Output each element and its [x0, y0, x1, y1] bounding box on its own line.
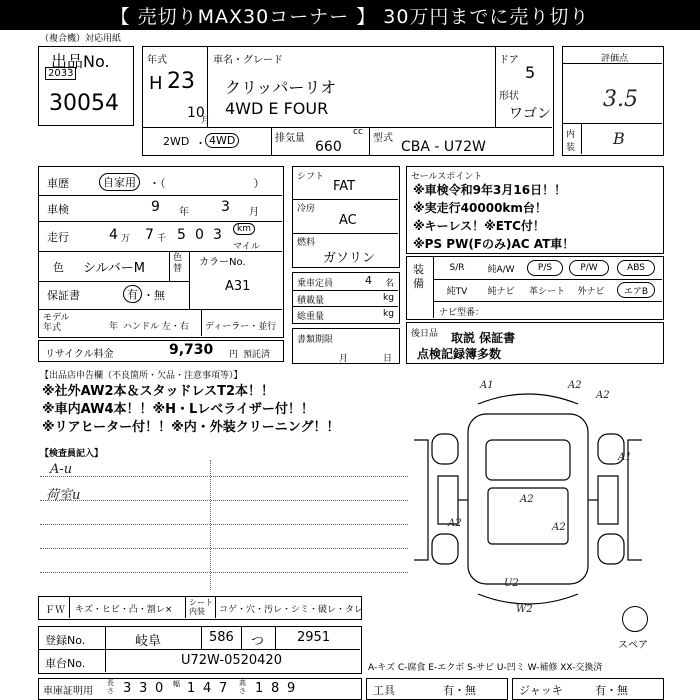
mileage-unit-mile: マイル — [233, 242, 260, 252]
equip-pw: P/W — [569, 260, 609, 276]
auction-banner: 【 売切りMAX30コーナー 】 30万円までに売り切り — [0, 0, 700, 30]
lot-number: 30054 — [49, 91, 119, 116]
equipment-label: 装備 — [413, 263, 424, 290]
year-month-unit: 月 — [201, 116, 211, 126]
paper-note: （複合機）対応用紙 — [40, 34, 122, 44]
interior-value: B — [613, 129, 625, 148]
jack-label: ジャッキ — [519, 684, 563, 697]
registration-kana: つ — [251, 634, 265, 649]
mileage-d3: 5 — [177, 227, 186, 243]
mileage-d2: 7 — [145, 227, 154, 243]
later-items-box — [406, 322, 664, 364]
color-change-label: 色替 — [173, 253, 183, 274]
drive-4wd-circled: 4WD — [205, 133, 239, 148]
capacity-unit: 名 — [385, 279, 395, 289]
spare-tire-icon — [622, 606, 648, 632]
damage-mark-7: A1 — [618, 452, 632, 463]
damage-legend: A-キズ C-腐食 E-エクボ S-サビ U-凹ミ W-補修 XX-交換済 — [368, 663, 603, 673]
seat-interior-label: シート内装 — [189, 598, 213, 616]
registration-number: 2951 — [297, 630, 331, 645]
inspector-note-1: A-u — [50, 462, 73, 477]
vehicle-info-box — [142, 46, 554, 156]
papers-box — [292, 328, 400, 364]
damage-mark-5: U2 — [504, 578, 519, 589]
height-d2: 8 — [271, 681, 280, 696]
mileage-d4: 0 — [195, 227, 204, 243]
length-label: 長さ — [107, 679, 114, 695]
year-month: 10 — [187, 105, 205, 121]
load-unit: kg — [383, 293, 394, 303]
registration-class: 586 — [209, 630, 234, 645]
width-d3: 7 — [219, 681, 228, 696]
equip-leather: 革シート — [528, 286, 565, 297]
color-code: A31 — [225, 279, 251, 294]
papers-month-unit: 月 — [339, 354, 349, 364]
ac-label: 冷房 — [297, 204, 316, 214]
warranty-label: 保証書 — [47, 289, 80, 302]
later-items-label: 後日品 — [411, 329, 439, 339]
color-label: 色 — [53, 261, 64, 274]
length-d2: 3 — [139, 681, 148, 696]
damage-mark-6: W2 — [516, 604, 533, 615]
recycle-unit: 円 — [229, 350, 239, 360]
car-grade: 4WD E FOUR — [225, 99, 329, 118]
chassis-number: U72W-0520420 — [181, 653, 282, 668]
fw-box — [38, 596, 362, 620]
warranty-yes: 有 — [123, 285, 142, 303]
model-year-label: モデル年式 — [43, 313, 70, 333]
later-items-line2: 点検記録簿多数 — [417, 347, 502, 361]
damage-mark-1: A1 — [480, 380, 494, 391]
ac-value: AC — [339, 213, 357, 228]
fw-label: ＦＷ — [45, 605, 65, 616]
equip-genuine-navi: 純ナビ — [487, 286, 515, 297]
weight-label: 総重量 — [297, 312, 325, 322]
shape-label: 形状 — [499, 91, 519, 102]
shape-value: ワゴン — [509, 106, 551, 122]
car-name: クリッパーリオ — [225, 78, 337, 97]
score-box — [562, 46, 664, 156]
sales-point-4: ※PS PW(Fのみ)AC AT車！ — [413, 237, 575, 251]
mileage-u2: 千 — [157, 234, 167, 244]
weight-unit: kg — [383, 309, 394, 319]
equip-sunroof: S/R — [449, 263, 465, 273]
model-year-unit: 年 — [109, 322, 119, 332]
year-label: 年式 — [147, 55, 167, 66]
height-d3: 9 — [287, 681, 296, 696]
papers-label: 書類期限 — [297, 335, 334, 345]
equipment-box — [406, 256, 664, 320]
papers-day-unit: 日 — [383, 354, 393, 364]
damage-mark-3: A2 — [520, 494, 534, 505]
mileage-unit-km: km — [233, 223, 255, 235]
later-items-line1: 取説 保証書 — [451, 331, 516, 345]
tools-value: 有・無 — [443, 684, 476, 697]
sales-points-label: セールスポイント — [411, 172, 483, 182]
equip-genuine-aw: 純A/W — [487, 264, 515, 275]
sales-point-2: ※実走行40000km台！ — [413, 201, 547, 215]
recycle-box — [38, 340, 284, 362]
handle-side: ハンドル 左・右 — [123, 322, 189, 332]
width-label: 幅 — [173, 680, 180, 688]
spec-box — [292, 166, 400, 268]
inspection-month-unit: 月 — [249, 207, 259, 218]
score-value: 3.5 — [603, 87, 638, 112]
doors-label: ドア — [499, 55, 519, 66]
warranty-no: ・無 — [143, 289, 165, 302]
spare-label: スペア — [618, 640, 648, 651]
inspector-label: 【検査員記入】 — [40, 449, 104, 459]
width-d2: 4 — [203, 681, 212, 696]
garage-cert-box — [38, 678, 362, 700]
history-suffix: ・（ ） — [149, 177, 265, 190]
inspector-note-2: 荷室u — [46, 488, 81, 503]
mileage-d5: 3 — [213, 227, 222, 243]
displacement-value: 660 — [315, 139, 342, 155]
damage-mark-2: A2 — [568, 380, 582, 391]
year-era: H — [149, 73, 163, 94]
jack-value: 有・無 — [595, 684, 628, 697]
model-code-label: 型式 — [373, 133, 393, 144]
width-d1: 1 — [187, 681, 196, 696]
sales-point-3: ※キーレス！※ETC付！ — [413, 219, 545, 233]
mileage-d1: 4 — [109, 227, 118, 243]
damage-mark-8: A2 — [552, 522, 566, 533]
registration-box — [38, 626, 362, 674]
drive-2wd: 2WD — [163, 135, 190, 148]
car-name-label: 車名・グレード — [213, 55, 283, 66]
lot-box — [38, 46, 134, 126]
fuel-value: ガソリン — [323, 251, 376, 266]
history-label: 車歴 — [47, 177, 69, 190]
displacement-label: 排気量 — [275, 133, 305, 144]
tools-label: 工具 — [373, 684, 395, 697]
capacity-label: 乗車定員 — [297, 279, 334, 289]
lot-stamp: 2033 — [45, 67, 76, 80]
equip-tv: 純TV — [446, 286, 468, 297]
color-value: シルバーM — [83, 261, 145, 276]
detail-box — [38, 166, 284, 338]
interior-label: 内装 — [566, 130, 576, 153]
inspection-year-unit: 年 — [179, 207, 189, 218]
garage-cert-label: 車庫証明用 — [43, 686, 93, 697]
dealer-import: ディーラー・並行 — [205, 322, 277, 332]
lot-label: 出品No. — [51, 52, 110, 71]
fuel-label: 燃料 — [297, 238, 316, 248]
recycle-note: 預託済 — [243, 350, 271, 360]
inspection-label: 車検 — [47, 203, 69, 216]
equip-airbag: エアB — [617, 282, 655, 298]
navi-model-label: ナビ型番： — [439, 308, 485, 318]
mileage-label: 走行 — [47, 231, 69, 244]
model-code: CBA - U72W — [401, 139, 486, 155]
history-value: 自家用 — [99, 173, 140, 191]
remarks-label: 【出品店申告欄（不良箇所・欠品・注意事項等）】 — [40, 371, 243, 381]
recycle-label: リサイクル料金 — [45, 349, 114, 360]
displacement-unit: cc — [353, 127, 363, 137]
registration-place: 岐阜 — [135, 634, 162, 649]
length-d1: 3 — [123, 681, 132, 696]
capacity-box — [292, 272, 400, 324]
height-label: 高さ — [239, 679, 246, 695]
equip-ps: P/S — [527, 260, 563, 276]
tools-box — [366, 678, 508, 700]
recycle-value: 9,730 — [169, 342, 214, 358]
score-label: 評価点 — [601, 54, 629, 64]
load-label: 積載量 — [297, 296, 325, 306]
color-code-label: カラーNo. — [199, 257, 246, 268]
shift-label: シフト — [297, 172, 325, 182]
height-d1: 1 — [255, 681, 264, 696]
remark-line-3: ※リアヒーター付！！※内・外装クリーニング！！ — [42, 420, 340, 435]
remark-line-2: ※車内AW4本！！※H・Lレベライザー付！！ — [42, 402, 314, 417]
sales-points-box — [406, 166, 664, 254]
capacity-value: 4 — [365, 274, 372, 287]
registration-label: 登録No. — [45, 634, 86, 647]
seat-interior-text: コゲ・穴・汚レ・シミ・破レ・タレ — [219, 605, 364, 615]
shift-value: FAT — [333, 179, 356, 194]
length-d3: 0 — [155, 681, 164, 696]
chassis-label: 車台No. — [45, 657, 86, 670]
fw-text: キズ・ヒビ・凸・割レ× — [75, 605, 173, 615]
sales-point-1: ※車検令和9年3月16日！！ — [413, 183, 567, 197]
mileage-u1: 万 — [121, 234, 131, 244]
remark-line-1: ※社外AW2本＆スタッドレスT2本！！ — [42, 384, 275, 399]
damage-mark-9: A2 — [596, 390, 610, 401]
car-damage-diagram — [408, 380, 668, 620]
drive-sep: ・ — [195, 137, 206, 150]
inspection-year: 9 — [151, 199, 160, 215]
year-value: 23 — [167, 69, 195, 94]
inspection-month: 3 — [221, 199, 230, 215]
equip-aftermarket-navi: 外ナビ — [577, 286, 605, 297]
damage-mark-4: A2 — [448, 518, 462, 529]
equip-abs: ABS — [617, 260, 655, 276]
doors-value: 5 — [525, 63, 536, 82]
jack-box — [512, 678, 664, 700]
